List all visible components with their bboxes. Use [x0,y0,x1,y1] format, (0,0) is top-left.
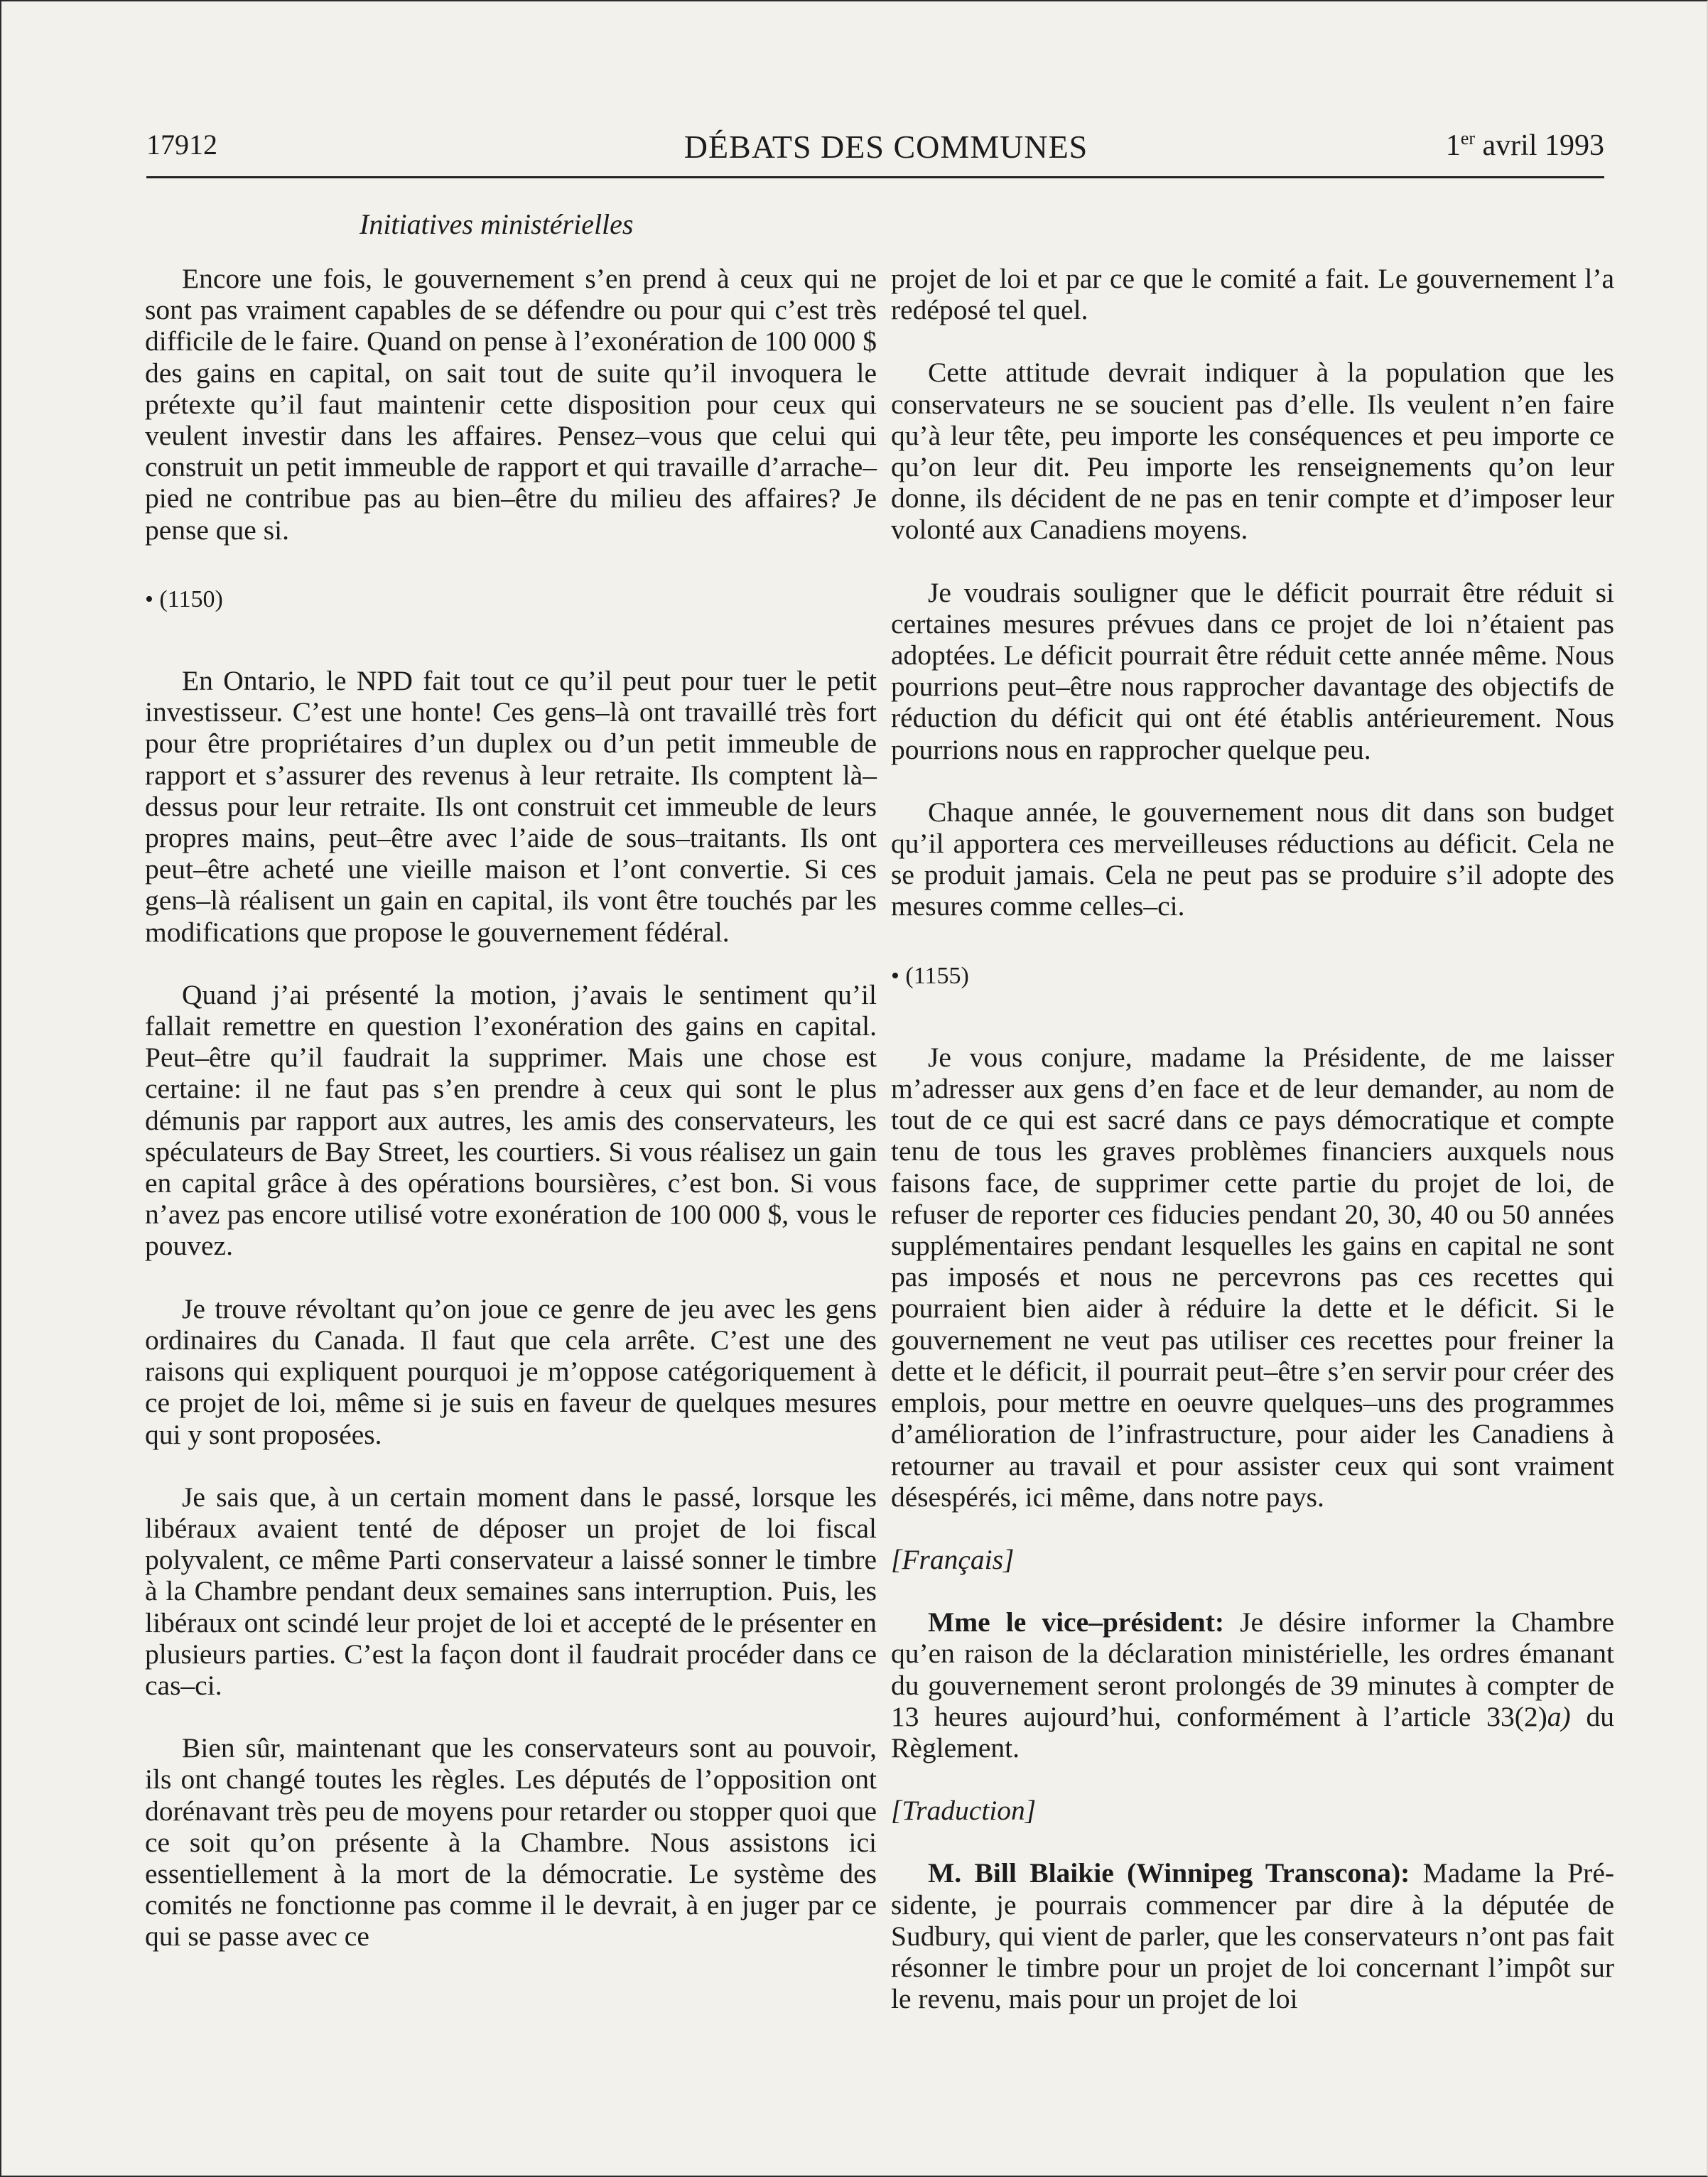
paragraph: Je vous conjure, madame la Présidente, de me laisser m’adresser aux gens d’en face et de leur demander, au nom de tout de ce qui est sacré dans ce pays démocratique et compte tenu de tous les graves problèmes financiers auxquels nous faisons face, de supprimer cette partie du projet de loi, de refuser de reporter ces fiducies pendant 20, 30, 40 ou 50 années supplémentaires pendant lesquelles les gains en capital ne sont pas imposés et nous ne percevrons pas ces recettes qui pourraient bien aider à réduire la dette et le déficit. Si le gouvernement ne veut pas utiliser ces recettes pour freiner la dette et le déficit, il pourrait peut–être s’en servir pour créer des emplois, pour mettre en oeuvre quelques–uns des programmes d’amélioration de l’infrastructure, pour aider les Canadiens à retourner au travail et pour assister ceux qui sont vraiment désespérés, ici même, dans notre pays. [891,1041,1614,1513]
paragraph: Encore une fois, le gouvernement s’en prend à ceux qui ne sont pas vraiment capables de se défendre ou pour qui c’est très difficile de le faire. Quand on pense à l’exonération de 100 000 $ des gains en capital, on sait tout de suite qu’il invoquera le prétexte qu’il faut maintenir cette disposition pour ceux qui veulent investir dans les affaires. Pensez–vous que celui qui construit un petit immeuble de rapport et qui travaille d’arrache–pied ne contribue pas au bien–être du milieu des affaires? Je pense que si. [145,263,877,546]
date-day: 1 [1445,129,1461,162]
page-number: 17912 [146,129,217,161]
issue-date [1446,128,1604,163]
speech-text: Madame la Présidente, je pourrais commencer par dire à la députée de Sudbury, qui vient de parler, que les conservateurs n’ont pas fait résonner le timbre pour un projet de loi concernant l’impôt sur le revenu, mais pour un projet de loi [891,1857,1615,2015]
right-column [891,263,1614,2046]
speaker-name: M. Bill Blaikie (Winnipeg Transcona): [928,1857,1410,1889]
paragraph: Je sais que, à un certain moment dans le passé, lorsque les libéraux avaient tenté de déposer un projet de loi fiscal polyvalent, ce même Parti conservateur a laissé sonner le timbre à la Chambre pendant deux semaines sans interruption. Puis, les libéraux ont scindé leur projet de loi et accepté de le présenter en plusieurs parties. C’est la façon dont il faudrait procéder dans ce cas–ci. [145,1481,877,1701]
paragraph: Quand j’ai présenté la motion, j’avais le sentiment qu’il fallait remettre en question l’exonération des gains en capital. Peut–être qu’il faudrait la supprimer. Mais une chose est certaine: il ne faut pas s’en prendre à ceux qui sont le plus démunis par rapport aux autres, les amis des conservateurs, les spéculateurs de Bay Street, les courtiers. Si vous réalisez un gain en capital grâce à des opérations boursières, c’est bon. Si vous n’avez pas encore utilisé votre exonération de 100 000 $, vous le pouvez. [145,978,877,1262]
speech-text: du Règlement. [891,1700,1614,1763]
running-header [146,125,1604,178]
paragraph: Chaque année, le gouvernement nous dit dans son budget qu’il apportera ces merveilleuses réductions au déficit. Cela ne se produit jamais. Cela ne peut pas se produire s’il adopte des mesures comme celles–ci. [891,796,1614,922]
language-tag: [Traduction] [891,1795,1037,1827]
language-tag: [Français] [891,1543,1015,1575]
paragraph: Cette attitude devrait indiquer à la population que les conservateurs ne se soucient pas d’elle. Ils veulent n’en faire qu’à leur tête, peu importe les conséquences et peu importe ce qu’on leur dit. Peu importe les renseignements qu’on leur donne, ils décident de ne pas en tenir compte et d’imposer leur volonté aux Canadiens moyens. [891,357,1614,546]
paragraph: En Ontario, le NPD fait tout ce qu’il peut pour tuer le petit investisseur. C’est une honte! Ces gens–là ont travaillé très fort pour être propriétaires d’un duplex ou d’un petit immeuble de rapport et s’assurer des revenus à leur retraite. Ils comptent là–dessus pour leur retraite. Ils ont construit cet immeuble de leurs propres mains, peut–être avec l’aide de sous–traitants. Ils ont peut–être acheté une vieille maison et l’ont convertie. Si ces gens–là réalisent un gain en capital, ils vont être touchés par les modifications que propose le gouvernement fédéral. [145,665,877,948]
speech-text: Je désire informer la Chambre qu’en raison de la déclaration ministérielle, les ordres émanant du gouvernement seront prolongés de 39 minutes à compter de 13 heures aujourd’hui, conformément à l’article 33(2) [891,1606,1614,1732]
time-marker: • (1155) [891,962,969,989]
paragraph: Je voudrais souligner que le déficit pourrait être réduit si certaines mesures prévues dans ce projet de loi n’étaient pas adoptées. Le déficit pourrait être réduit cette année même. Nous pourrions peut–être nous rapprocher davantage des objectifs de réduction du déficit qui ont été établis antérieurement. Nous pourrions nous en rapprocher quelque peu. [891,576,1614,765]
paragraph [891,1606,1614,1763]
paragraph [891,1857,1614,2014]
paragraph: projet de loi et par ce que le comité a fait. Le gouvernement l’a redéposé tel quel. [891,263,1614,326]
publication-title: DÉBATS DES COMMUNES [683,129,1088,165]
section-title: Initiatives ministérielles [360,208,634,240]
date-rest: avril 1993 [1475,129,1604,162]
speaker-name: Mme le vice–président: [928,1606,1225,1638]
left-column [145,263,877,1984]
paragraph: Je trouve révoltant qu’on joue ce genre de jeu avec les gens ordinaires du Canada. Il faut que cela arrête. C’est une des raisons qui expliquent pourquoi je m’oppose catégoriquement à ce projet de loi, même si je suis en faveur de quelques mesures qui y sont proposées. [145,1292,877,1450]
time-marker: • (1150) [145,585,223,612]
paragraph: Bien sûr, maintenant que les conservateurs sont au pouvoir, ils ont changé toutes les règles. Les députés de l’opposition ont dorénavant très peu de moyens pour retarder ou stopper quoi que ce soit qu’on présente à la Chambre. Nous assistons ici essentiellement à la mort de la démocratie. Le système des comités ne fonctionne pas comme il le devrait, à en juger par ce qui se passe avec ce [145,1732,877,1952]
date-suffix: er [1460,128,1476,148]
speech-text-italic: a) [1547,1700,1571,1732]
